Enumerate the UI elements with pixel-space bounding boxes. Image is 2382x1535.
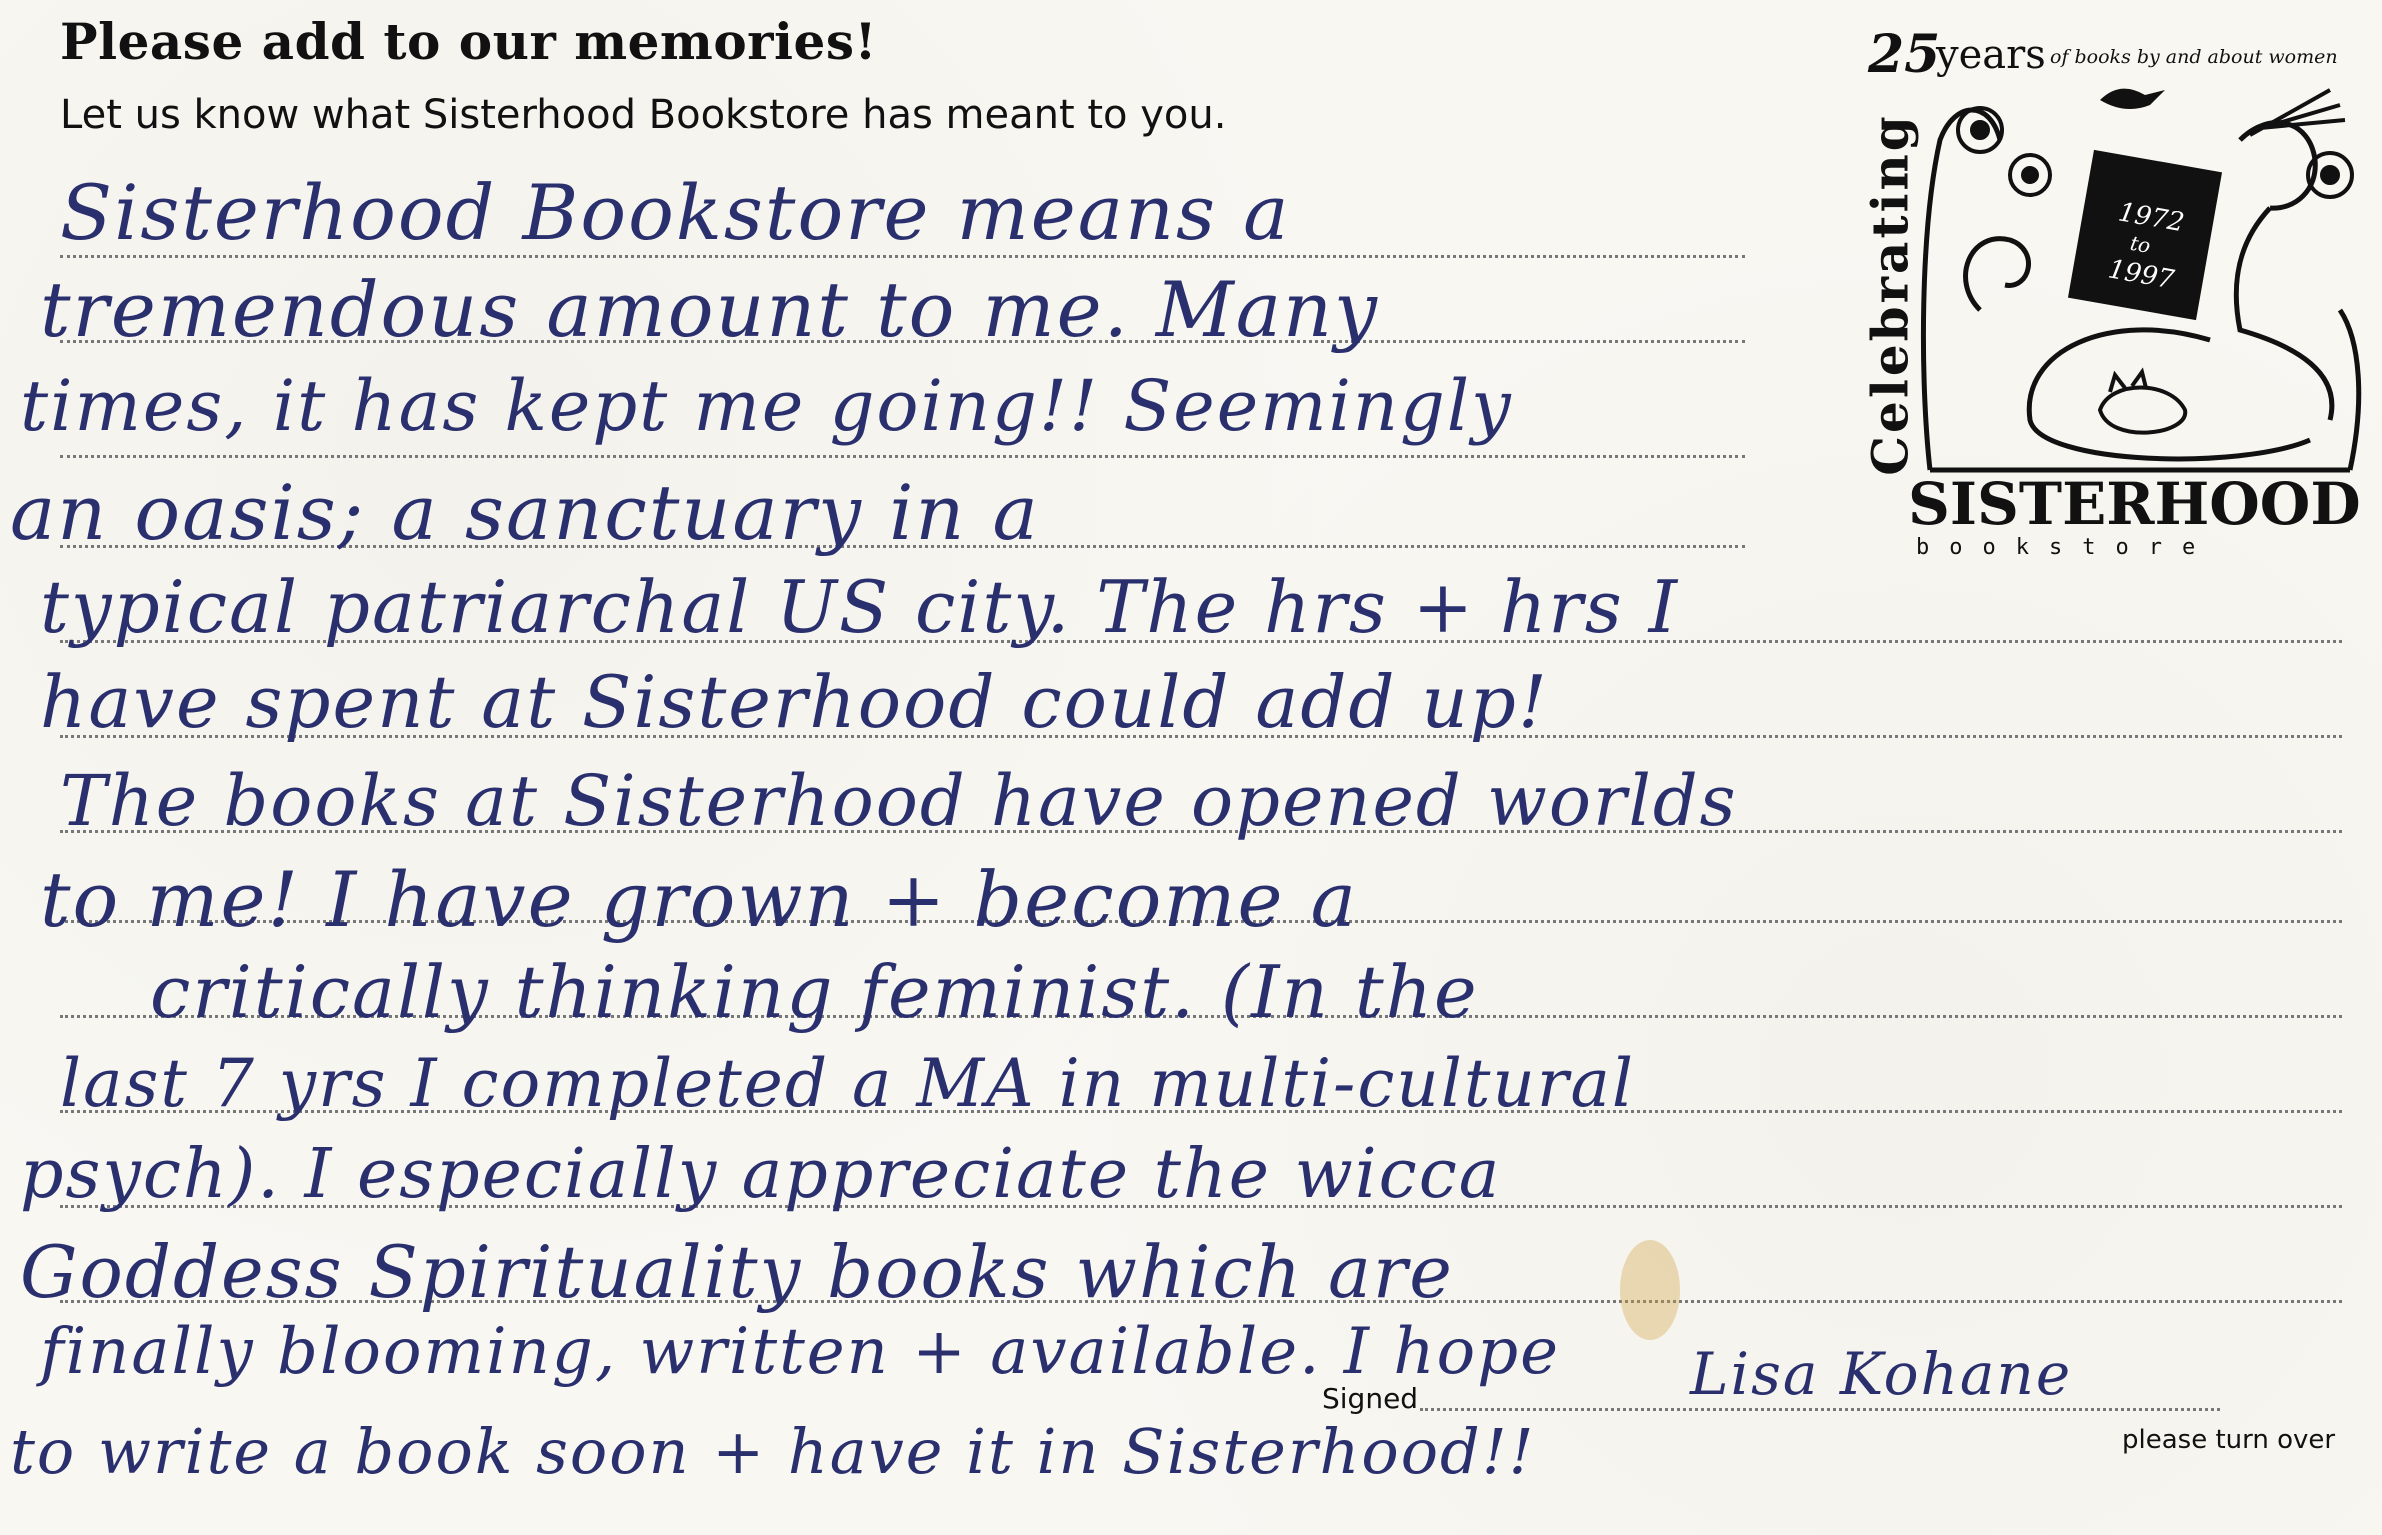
logo-subname: bookstore [1916, 535, 2216, 560]
logo-tagline: of books by and about women [2050, 46, 2338, 68]
handwriting-line: The books at Sisterhood have opened worlds [60, 760, 1738, 842]
handwriting-line: psych). I especially appreciate the wicca [20, 1135, 1502, 1214]
writing-rule [60, 455, 1745, 458]
handwriting-line: critically thinking feminist. (In the [150, 950, 1479, 1034]
signature-rule [1420, 1408, 2220, 1411]
sisterhood-logo [1830, 10, 2375, 570]
handwriting-line: Sisterhood Bookstore means a [60, 168, 1291, 257]
handwriting-line: times, it has kept me going!! Seemingly [20, 365, 1513, 447]
signature: Lisa Kohane [1690, 1340, 2073, 1408]
anniversary-number: 25 [1868, 24, 1941, 85]
handwriting-line: have spent at Sisterhood could add up! [40, 660, 1549, 744]
book-years-start: 1972 [2115, 197, 2187, 239]
signed-label: Signed [1322, 1382, 1419, 1415]
logo-name: SISTERHOOD [1908, 470, 2361, 538]
celebrating-text: Celebrating [1860, 113, 1920, 476]
handwriting-line: to write a book soon + have it in Sisterhood!! [10, 1415, 1536, 1488]
card-subheading: Let us know what Sisterhood Bookstore has meant to you. [60, 92, 1227, 138]
paper-stain [1620, 1240, 1680, 1340]
handwriting-line: last 7 yrs I completed a MA in multi-cultural [60, 1045, 1635, 1122]
book-years-end: 1997 [2105, 254, 2177, 296]
anniversary-word: years [1936, 32, 2046, 78]
turn-over-note: please turn over [2122, 1425, 2336, 1455]
handwriting-line: an oasis; a sanctuary in a [10, 468, 1040, 557]
card-heading: Please add to our memories! [60, 12, 877, 71]
handwriting-line: typical patriarchal US city. The hrs + hrs I [40, 565, 1680, 649]
handwriting-line: Goddess Spirituality books which are [20, 1230, 1454, 1314]
book-years-to: to [2128, 230, 2153, 258]
reading-woman-illustration [1910, 80, 2370, 480]
handwriting-line: finally blooming, written + available. I hope [40, 1315, 1560, 1389]
handwriting-line: tremendous amount to me. Many [40, 265, 1379, 354]
handwriting-line: to me! I have grown + become a [40, 855, 1358, 944]
